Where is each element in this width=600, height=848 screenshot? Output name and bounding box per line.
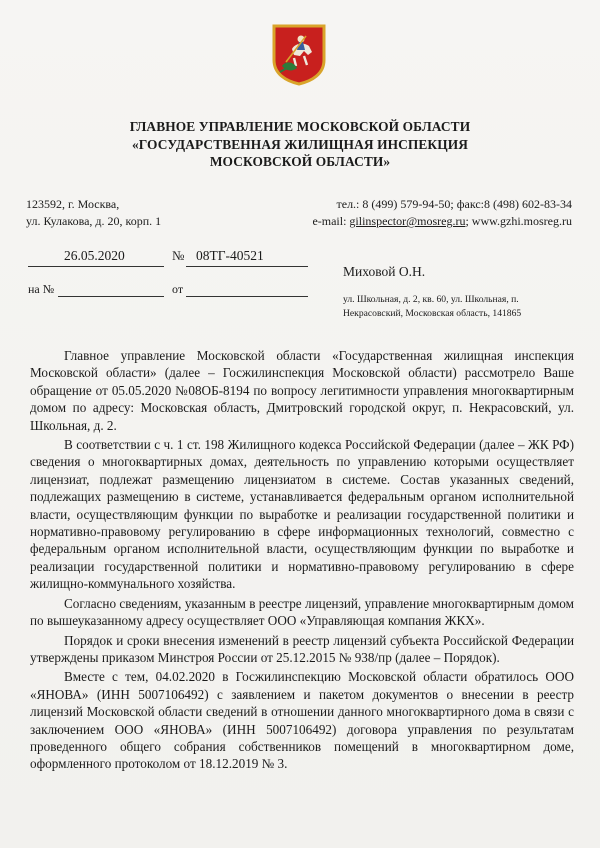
from-label: от (172, 282, 184, 296)
body-paragraph-3: Согласно сведениям, указанным в реестре лицензий, управление многоквартирным домом по вышеуказанному адресу осуществляет ООО «Управляющая компания ЖКХ». (30, 595, 574, 629)
registration-block (28, 248, 318, 308)
org-title-line2: «ГОСУДАРСТВЕННАЯ ЖИЛИЩНАЯ ИНСПЕКЦИЯ (131, 136, 469, 152)
letter-number: 08ТГ-40521 (196, 248, 264, 263)
email-site-line (312, 213, 572, 230)
contacts-block (312, 196, 572, 230)
recipient-address-line1: ул. Школьная, д. 2, кв. 60, ул. Школьная, п. (343, 294, 519, 305)
postal-address-line2: ул. Кулакова, д. 20, корп. 1 (26, 214, 162, 228)
postal-address (26, 196, 161, 230)
email-label: e-mail: (312, 214, 350, 228)
body-paragraph-1: Главное управление Московской области «Государственная жилищная инспекция Московской области» (далее – Госжилинспекция Московской области) рассмотрело Ваше обращение от 05.05.2020 №08ОБ-8194 по вопросу легитимности управления многоквартирным домом по адресу: Московская область, Дмитровский городской округ, п. Некрасовский, ул. Школьная, д. 2. (30, 348, 574, 433)
body-paragraph-4: Порядок и сроки внесения изменений в реестр лицензий субъекта Российской Федерации утверждены приказом Минстроя России от 25.12.2015 № 938/пр (далее – Порядок). (30, 632, 574, 665)
recipient-name: Миховой О.Н. (343, 264, 426, 279)
postal-address-line1: 123592, г. Москва, (26, 197, 120, 211)
body-paragraph-2: В соответствии с ч. 1 ст. 198 Жилищного кодекса Российской Федерации (далее – ЖК РФ) сведения о многоквартирных домах, деятельность по управлению которыми осуществляет лицензиат, подлежат размещению лицензиатом в системе. Состав указанных сведений, подлежащих размещению в системе, устанавливается федеральным органом исполнительной власти, осуществляющим функции по выработке и реализации государственной политики и нормативно-правовому регулированию в сфере информационных технологий, совместно с федеральным органом исполнительной власти, осуществляющим функции по выработке и реализации государственной политики и нормативно-правовому регулированию в сфере жилищно-коммунального хозяйства. (30, 437, 574, 592)
reply-number-underline (58, 296, 164, 297)
letter-body (30, 347, 574, 775)
email-link[interactable]: gilinspector@mosreg.ru (349, 214, 466, 228)
org-title-line3: МОСКОВСКОЙ ОБЛАСТИ» (209, 154, 391, 169)
organization-title (60, 118, 540, 171)
body-paragraph-5: Вместе с тем, 04.02.2020 в Госжилинспекцию Московской области обратилось ООО «ЯНОВА» (ИНН 5007106492) с заявлением и пакетом документов о внесении в реестр лицензий Московской области сведений в отношении данного многоквартирного дома в связи с заключением ООО «ЯНОВА» (ИНН 5007106492) договора управления по результатам проведенного общего собрания собственников помещений в многоквартирном доме, оформленного протоколом от 18.12.2019 № 3. (30, 669, 574, 772)
date-underline (28, 266, 164, 267)
phone-fax: тел.: 8 (499) 579-94-50; факс:8 (498) 602-83-34 (336, 197, 572, 211)
org-title-line1: ГЛАВНОЕ УПРАВЛЕНИЕ МОСКОВСКОЙ ОБЛАСТИ (129, 119, 471, 134)
letter-date: 26.05.2020 (64, 248, 125, 263)
moscow-oblast-coat-of-arms-icon (270, 22, 328, 86)
number-underline (186, 266, 308, 267)
number-sign: № (172, 248, 185, 263)
recipient-address (343, 293, 573, 320)
recipient-address-line2: Некрасовский, Московская область, 141865 (343, 307, 522, 319)
reply-to-label: на № (28, 282, 55, 296)
from-date-underline (186, 296, 308, 297)
website-text: ; www.gzhi.mosreg.ru (465, 214, 572, 228)
